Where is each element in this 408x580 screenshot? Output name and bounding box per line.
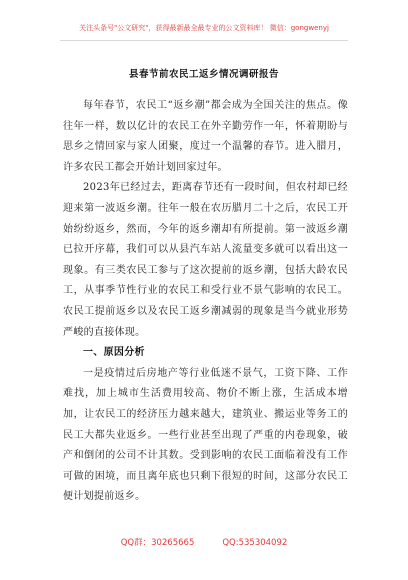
paragraph-returning-wave: 2023年已经过去，距离春节还有一段时间，但农村却已经迎来第一波返乡潮。往年一般在农历腊月二十之后，农民工开始纷纷返乡，然而，今年的返乡潮却有所提前。第一波返乡潮已拉开序幕，我们可以从县汽车站人流量变多就可以看出这一现象。有三类农民工参与了这次提前的返乡潮，包括大龄农民工，从事季节性行业的农民工和受行业不景气影响的农民工。农民工提前返乡以及农民工返乡潮减弱的现象是当今就业形势严峻的直接体现。 — [63, 182, 348, 338]
section-heading-cause-analysis: 一、原因分析 — [83, 347, 145, 359]
header-divider — [60, 40, 348, 41]
paragraph-cause-one: 一是疫情过后房地产等行业低迷不景气，工资下降、工作难找，加上城市生活费用较高、物价不断上涨，生活成本增加，让农民工的经济压力越来越大，建筑业、搬运业等务工的民工大都失业返乡。一些行业甚至出现了严重的内卷现象，破产和倒闭的公司不计其数。受到影响的农民工面临着没有工作可做的困境，而且离年底也只剩下很短的时间，这部分农民工便计划提前返乡。 — [63, 367, 348, 503]
footer-contact — [0, 536, 408, 548]
paragraph-intro: 每年春节，农民工“返乡潮”都会成为全国关注的焦点。像往年一样，数以亿计的农民工在外辛勤劳作一年，怀着期盼与思乡之情回家与家人团聚，度过一个温馨的春节。进入腊月，许多农民工都会开始计划回家过年。 — [63, 100, 348, 173]
footer-qq-number: QQ:535304092 — [222, 538, 288, 548]
footer-qq-group: QQ群：30265665 — [120, 538, 195, 548]
header-banner: 关注头条号"公文研究"，获得最新最全最专业的公文资料库！ 微信：gongwenyj — [79, 24, 329, 32]
document-title: 县春节前农民工返乡情况调研报告 — [128, 69, 279, 80]
document-body — [63, 96, 348, 508]
